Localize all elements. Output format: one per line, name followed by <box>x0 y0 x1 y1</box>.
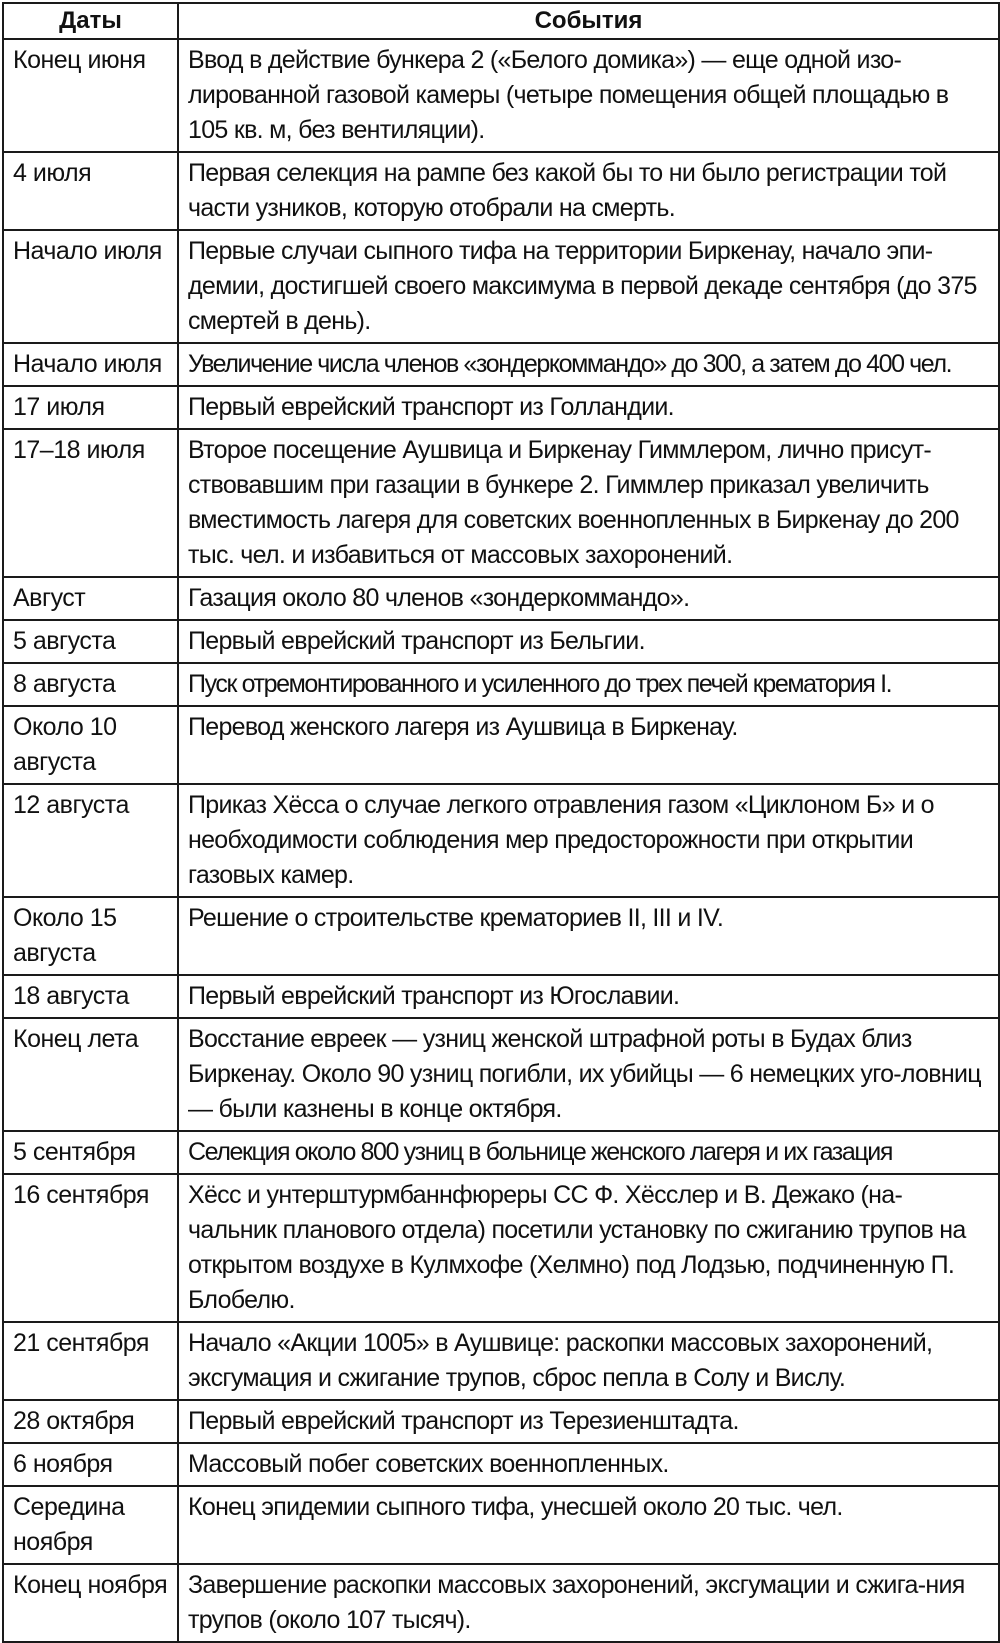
date-cell: 21 сентября <box>3 1322 178 1400</box>
table-row <box>3 706 999 784</box>
date-cell: 5 сентября <box>3 1131 178 1174</box>
event-cell: Увеличение числа членов «зондеркоммандо» до 300, а затем до 400 чел. <box>178 343 999 386</box>
date-cell: 17–18 июля <box>3 429 178 577</box>
table-row <box>3 1322 999 1400</box>
table-row <box>3 1564 999 1642</box>
table-row <box>3 230 999 343</box>
event-cell: Первый еврейский транспорт из Терезиенштадта. <box>178 1400 999 1443</box>
event-cell: Первый еврейский транспорт из Югославии. <box>178 975 999 1018</box>
table-row <box>3 1486 999 1564</box>
table-row <box>3 1400 999 1443</box>
date-cell: Середина ноября <box>3 1486 178 1564</box>
event-cell: Завершение раскопки массовых захоронений, эксгумации и сжига-ния трупов (около 107 тысяч). <box>178 1564 999 1642</box>
event-cell: Первый еврейский транспорт из Голландии. <box>178 386 999 429</box>
table-row <box>3 577 999 620</box>
table-row <box>3 1443 999 1486</box>
table-row <box>3 784 999 897</box>
event-cell: Восстание евреек — узниц женской штрафной роты в Будах близ Биркенау. Около 90 узниц погибли, их убийцы — 6 немецких уго-ловниц — были казнены в конце октября. <box>178 1018 999 1131</box>
table-row <box>3 429 999 577</box>
event-cell: Перевод женского лагеря из Аушвица в Биркенау. <box>178 706 999 784</box>
table-row <box>3 663 999 706</box>
date-cell: 6 ноября <box>3 1443 178 1486</box>
event-cell: Начало «Акции 1005» в Аушвице: раскопки массовых захоронений, эксгумация и сжигание трупов, сброс пепла в Солу и Вислу. <box>178 1322 999 1400</box>
event-cell: Второе посещение Аушвица и Биркенау Гиммлером, лично присут-ствовавшим при газации в бункере 2. Гиммлер приказал увеличить вместимость лагеря для советских военнопленных в Биркенау до 200 тыс. чел. и избавиться от массовых захоронений. <box>178 429 999 577</box>
event-cell: Селекция около 800 узниц в больнице женского лагеря и их газация <box>178 1131 999 1174</box>
date-cell: 5 августа <box>3 620 178 663</box>
date-cell: Начало июля <box>3 230 178 343</box>
table-row <box>3 1174 999 1322</box>
event-cell: Ввод в действие бункера 2 («Белого домика») — еще одной изо-лированной газовой камеры (четыре помещения общей площадью в 105 кв. м, без вентиляции). <box>178 39 999 152</box>
table-row <box>3 343 999 386</box>
table-row <box>3 39 999 152</box>
header-dates: Даты <box>3 3 178 39</box>
table-row <box>3 620 999 663</box>
date-cell: Около 10 августа <box>3 706 178 784</box>
table-row <box>3 152 999 230</box>
event-cell: Конец эпидемии сыпного тифа, унесшей около 20 тыс. чел. <box>178 1486 999 1564</box>
date-cell: 16 сентября <box>3 1174 178 1322</box>
table-row <box>3 386 999 429</box>
date-cell: Начало июля <box>3 343 178 386</box>
table-row <box>3 1018 999 1131</box>
header-events: События <box>178 3 999 39</box>
date-cell: 18 августа <box>3 975 178 1018</box>
event-cell: Хёсс и унтерштурмбаннфюреры СС Ф. Хёсслер и В. Дежако (на-чальник планового отдела) посетили установку по сжиганию трупов на открытом воздухе в Кулмхофе (Хелмно) под Лодзью, подчиненную П. Блобелю. <box>178 1174 999 1322</box>
table-row <box>3 975 999 1018</box>
date-cell: 17 июля <box>3 386 178 429</box>
date-cell: Конец лета <box>3 1018 178 1131</box>
date-cell: Конец июня <box>3 39 178 152</box>
table-row <box>3 897 999 975</box>
event-cell: Газация около 80 членов «зондеркоммандо». <box>178 577 999 620</box>
event-cell: Пуск отремонтированного и усиленного до трех печей крематория I. <box>178 663 999 706</box>
event-cell: Массовый побег советских военнопленных. <box>178 1443 999 1486</box>
date-cell: 12 августа <box>3 784 178 897</box>
date-cell: Конец ноября <box>3 1564 178 1642</box>
date-cell: 28 октября <box>3 1400 178 1443</box>
event-cell: Первая селекция на рампе без какой бы то ни было регистрации той части узников, которую отобрали на смерть. <box>178 152 999 230</box>
event-cell: Первый еврейский транспорт из Бельгии. <box>178 620 999 663</box>
table-row <box>3 1131 999 1174</box>
event-cell: Первые случаи сыпного тифа на территории Биркенау, начало эпи-демии, достигшей своего максимума в первой декаде сентября (до 375 смертей в день). <box>178 230 999 343</box>
header-row <box>3 3 999 39</box>
date-cell: 8 августа <box>3 663 178 706</box>
table-body <box>3 39 999 1642</box>
event-cell: Приказ Хёсса о случае легкого отравления газом «Циклоном Б» и о необходимости соблюдения мер предосторожности при открытии газовых камер. <box>178 784 999 897</box>
chronology-table <box>2 2 1000 1643</box>
event-cell: Решение о строительстве крематориев II, III и IV. <box>178 897 999 975</box>
date-cell: Около 15 августа <box>3 897 178 975</box>
date-cell: Август <box>3 577 178 620</box>
date-cell: 4 июля <box>3 152 178 230</box>
